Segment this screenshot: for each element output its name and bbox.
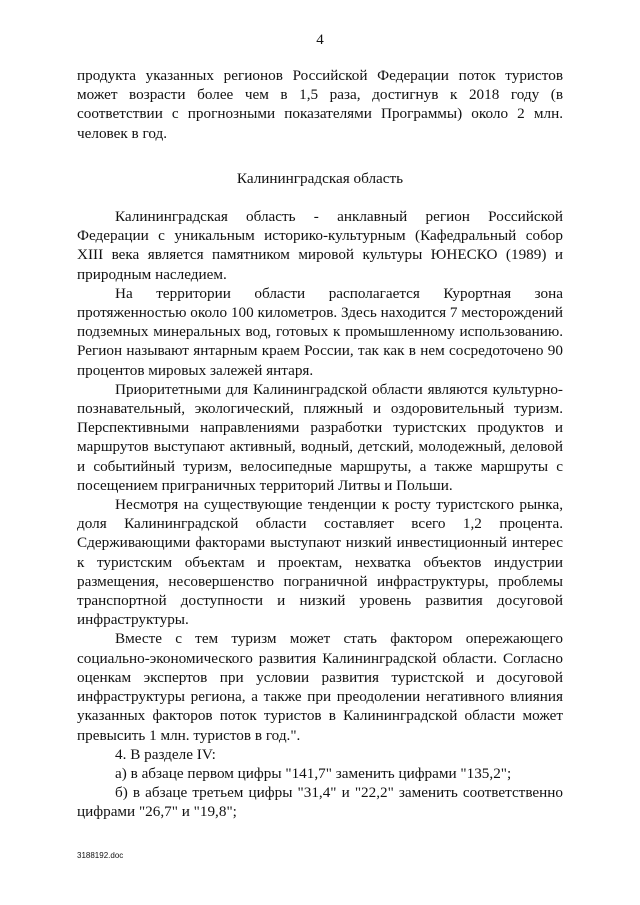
page-number: 4 bbox=[316, 32, 324, 48]
intro-continuation-paragraph: продукта указанных регионов Российской Федерации поток туристов может возрасти более чем в 1,5 раза, достигнув к 2018 году (в соответствии с прогнозными показателями Программы) около 2 млн. человек в год. bbox=[77, 67, 563, 142]
paragraph-enclave-region: Калининградская область - анклавный регион Российской Федерации с уникальным историко-культурным (Кафедральный собор XIII века является памятником мировой культуры ЮНЕСКО (1989) и природным наследием. bbox=[77, 208, 563, 283]
paragraph-development-forecast: Вместе с тем туризм может стать фактором опережающего социально-экономического развития Калининградской области. Согласно оценкам экспертов при условии развития туристской и досуговой инфраструктуры региона, а также при преодолении негативного влияния указанных факторов поток туристов в Калининградской области может превысить 1 млн. туристов в год.". bbox=[77, 630, 563, 744]
document-body bbox=[77, 66, 563, 822]
paragraph-item-a: а) в абзаце первом цифры "141,7" заменить цифрами "135,2"; bbox=[115, 764, 512, 782]
paragraph-item-b: б) в абзаце третьем цифры "31,4" и "22,2" заменить соответственно цифрами "26,7" и "19,8"; bbox=[77, 784, 563, 821]
footer-file-name: 3188192.doc bbox=[77, 851, 124, 860]
section-heading: Калининградская область bbox=[236, 169, 404, 187]
paragraph-market-share: Несмотря на существующие тенденции к росту туристского рынка, доля Калининградской области составляет всего 1,2 процента. Сдерживающими факторами выступают низкий инвестиционный интерес к туристским объектам и проектам, нехватка объектов индустрии размещения, несовершенство пограничной инфраструктуры, проблемы транспортной доступности и низкий уровень развития досуговой инфраструктуры. bbox=[77, 496, 563, 629]
paragraph-section-iv: 4. В разделе IV: bbox=[115, 745, 216, 763]
paragraph-priority-tourism: Приоритетными для Калининградской области являются культурно-познавательный, экологический, пляжный и оздоровительный туризм. Перспективными направлениями разработки туристских продуктов и маршрутов выступают активный, водный, детский, молодежный, деловой и событийный туризм, велосипедные маршруты, а также маршруты с посещением приграничных территорий Литвы и Польши. bbox=[77, 380, 563, 494]
paragraph-resort-zone: На территории области располагается Курортная зона протяженностью около 100 километров. Здесь находится 7 месторождений подземных минеральных вод, готовых к промышленному использованию. Регион называют янтарным краем России, так как в нем сосредоточено 90 процентов мировых залежей янтаря. bbox=[77, 284, 563, 379]
